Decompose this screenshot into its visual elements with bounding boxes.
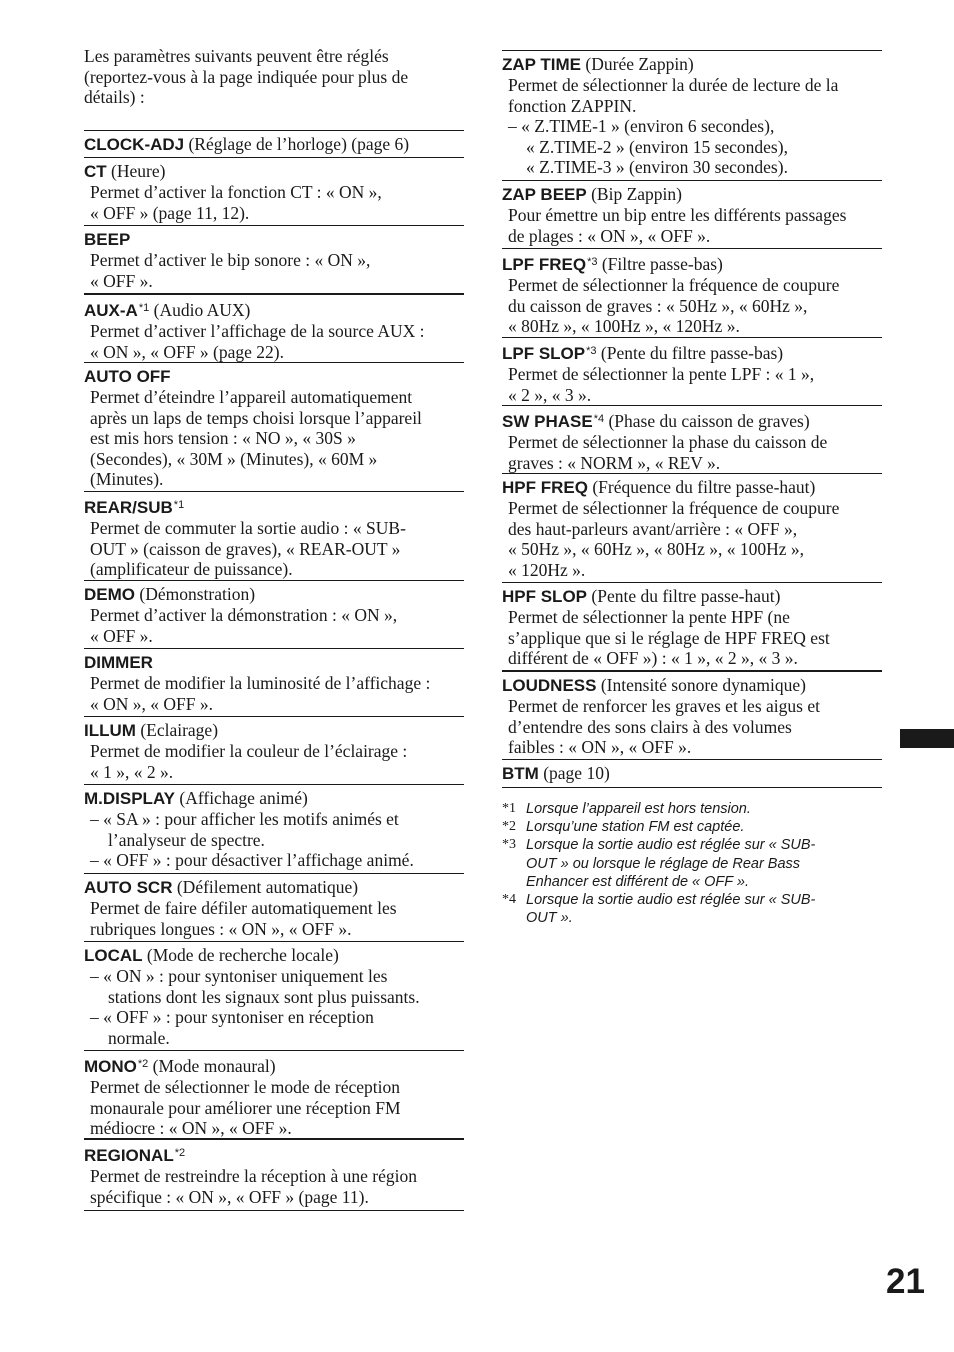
setting-description: « OFF ». xyxy=(90,625,153,646)
setting-description: (Minutes). xyxy=(90,469,164,490)
setting-description: (Secondes), « 30M » (Minutes), « 60M » xyxy=(90,448,378,469)
setting-description: de plages : « ON », « OFF ». xyxy=(508,225,711,246)
setting-description: s’applique que si le réglage de HPF FREQ est xyxy=(508,627,830,648)
footnote xyxy=(502,818,882,836)
setting-subtitle: (Réglage de l’horloge) (page 6) xyxy=(184,134,410,154)
setting-auto-scr xyxy=(84,873,464,942)
setting-keyword: ILLUM xyxy=(84,721,136,740)
setting-beep xyxy=(84,225,464,294)
setting-m-display xyxy=(84,784,464,874)
setting-description: Permet d’activer la démonstration : « ON », xyxy=(90,605,398,626)
setting-keyword: CLOCK-ADJ xyxy=(84,135,185,154)
setting-description: « 1 », « 2 ». xyxy=(90,761,174,782)
setting-loudness xyxy=(502,670,882,761)
setting-description: (amplificateur de puissance). xyxy=(90,559,293,580)
setting-description: Permet d’éteindre l’appareil automatiquement xyxy=(90,387,413,408)
setting-description: après un laps de temps choisi lorsque l’appareil xyxy=(90,407,422,428)
setting-description: est mis hors tension : « NO », « 30S » xyxy=(90,428,356,449)
setting-subtitle: (Défilement automatique) xyxy=(172,877,359,897)
setting-description: Permet de sélectionner la fréquence de coupure xyxy=(508,498,840,519)
footnotes xyxy=(502,800,882,927)
setting-keyword: M.DISPLAY xyxy=(84,789,176,808)
footnote-ref: *4 xyxy=(593,413,605,425)
setting-description: Permet de sélectionner la pente HPF (ne xyxy=(508,607,790,628)
setting-keyword: HPF SLOP xyxy=(502,587,588,606)
setting-description: OUT » (caisson de graves), « REAR-OUT » xyxy=(90,538,401,559)
setting-option: l’analyseur de spectre. xyxy=(108,829,265,850)
setting-subtitle: (Bip Zappin) xyxy=(586,184,682,204)
setting-description: « 50Hz », « 60Hz », « 80Hz », « 100Hz », xyxy=(508,539,804,560)
setting-description: « ON », « OFF ». xyxy=(90,693,214,714)
setting-subtitle: (Filtre passe-bas) xyxy=(597,254,723,274)
setting-description: Permet de modifier la couleur de l’éclairage : xyxy=(90,741,408,762)
setting-keyword: LPF SLOP xyxy=(502,344,586,363)
setting-description: monaurale pour améliorer une réception FM xyxy=(90,1097,401,1118)
footnote-text: Lorsque la sortie audio est réglée sur « SUB- xyxy=(526,837,816,854)
setting-description: d’entendre des sons clairs à des volumes xyxy=(508,716,792,737)
setting-demo xyxy=(84,580,464,649)
setting-illum xyxy=(84,716,464,785)
setting-description: Permet de modifier la luminosité de l’affichage : xyxy=(90,673,431,694)
setting-description: spécifique : « ON », « OFF » (page 11). xyxy=(90,1186,369,1207)
setting-keyword: ZAP TIME xyxy=(502,55,582,74)
setting-keyword: SW PHASE xyxy=(502,412,593,431)
setting-option: « Z.TIME-3 » (environ 30 secondes). xyxy=(526,157,788,178)
intro-line: Les paramètres suivants peuvent être réglés xyxy=(84,46,389,66)
setting-description: Permet de sélectionner la phase du caisson de xyxy=(508,432,828,453)
setting-subtitle: (Eclairage) xyxy=(135,720,219,740)
footnote-text: Enhancer est différent de « OFF ». xyxy=(526,873,749,890)
intro-line: (reportez-vous à la page indiquée pour plus de xyxy=(84,66,409,87)
setting-description: fonction ZAPPIN. xyxy=(508,95,637,116)
setting-description: « 120Hz ». xyxy=(508,559,586,580)
setting-keyword: HPF FREQ xyxy=(502,478,588,497)
setting-btm xyxy=(502,759,882,788)
setting-keyword: BEEP xyxy=(84,230,131,249)
setting-description: Permet d’activer l’affichage de la source AUX : xyxy=(90,321,425,342)
footnote-text: Lorsqu’une station FM est captée. xyxy=(526,819,745,836)
setting-option: normale. xyxy=(108,1027,170,1048)
footnote xyxy=(502,800,882,818)
setting-subtitle: (Pente du filtre passe-bas) xyxy=(596,343,784,363)
setting-option: – « Z.TIME-1 » (environ 6 secondes), xyxy=(508,116,775,137)
setting-local xyxy=(84,941,464,1051)
setting-option: – « OFF » : pour désactiver l’affichage animé. xyxy=(90,850,414,871)
setting-description: « OFF » (page 11, 12). xyxy=(90,202,250,223)
setting-subtitle: (Audio AUX) xyxy=(149,300,251,320)
setting-description: Permet de faire défiler automatiquement les xyxy=(90,898,397,919)
setting-subtitle: (Phase du caisson de graves) xyxy=(604,411,810,431)
setting-description: Permet de sélectionner la durée de lecture de la xyxy=(508,75,839,96)
setting-keyword: LOCAL xyxy=(84,946,143,965)
setting-subtitle: (Mode de recherche locale) xyxy=(142,945,339,965)
footnote-ref: *1 xyxy=(138,302,150,314)
setting-subtitle: (page 10) xyxy=(538,763,610,783)
setting-ct xyxy=(84,157,464,226)
setting-subtitle: (Intensité sonore dynamique) xyxy=(596,675,806,695)
setting-clock-adj xyxy=(84,130,464,155)
setting-keyword: AUTO SCR xyxy=(84,878,173,897)
setting-description: graves : « NORM », « REV ». xyxy=(508,452,721,473)
footnote-ref: *3 xyxy=(586,345,597,357)
setting-description: différent de « OFF ») : « 1 », « 2 », « 3 ». xyxy=(508,648,798,669)
setting-description: Permet d’activer le bip sonore : « ON », xyxy=(90,250,371,271)
setting-option: – « ON » : pour syntoniser uniquement les xyxy=(90,966,388,987)
setting-mono xyxy=(84,1050,464,1142)
setting-subtitle: (Pente du filtre passe-haut) xyxy=(587,586,781,606)
setting-description: faibles : « ON », « OFF ». xyxy=(508,737,692,758)
footnote-ref: *1 xyxy=(173,499,185,511)
setting-subtitle: (Durée Zappin) xyxy=(581,54,694,74)
setting-description: « ON », « OFF » (page 22). xyxy=(90,341,284,362)
setting-description: Permet d’activer la fonction CT : « ON », xyxy=(90,182,382,203)
setting-description: Pour émettre un bip entre les différents passages xyxy=(508,205,847,226)
footnote-mark: *2 xyxy=(502,819,516,835)
footnote-mark: *3 xyxy=(502,837,516,853)
setting-description: « 2 », « 3 ». xyxy=(508,384,592,405)
setting-subtitle: (Mode monaural) xyxy=(148,1056,276,1076)
footnote-mark: *1 xyxy=(502,801,516,816)
footnote-ref: *2 xyxy=(137,1058,149,1070)
setting-description: Permet de restreindre la réception à une région xyxy=(90,1166,418,1187)
setting-keyword: LOUDNESS xyxy=(502,676,597,695)
page-number: 21 xyxy=(886,1262,925,1301)
footnote-ref: *3 xyxy=(587,256,598,268)
setting-zap-time xyxy=(502,50,882,180)
setting-keyword: DEMO xyxy=(84,585,135,604)
setting-description: Permet de renforcer les graves et les aigus et xyxy=(508,696,820,717)
setting-zap-beep xyxy=(502,180,882,249)
setting-subtitle: (Affichage animé) xyxy=(175,788,308,808)
footnote xyxy=(502,836,882,891)
setting-description: « OFF ». xyxy=(90,270,153,291)
setting-description: Permet de commuter la sortie audio : « SUB- xyxy=(90,518,406,539)
setting-keyword: LPF FREQ xyxy=(502,255,587,274)
intro-text xyxy=(84,46,464,108)
setting-keyword: DIMMER xyxy=(84,653,153,672)
setting-description: Permet de sélectionner le mode de réception xyxy=(90,1077,401,1098)
setting-option: « Z.TIME-2 » (environ 15 secondes), xyxy=(526,136,788,157)
setting-rear-sub xyxy=(84,491,464,583)
section-tab-marker xyxy=(900,729,954,748)
setting-keyword: REAR/SUB xyxy=(84,498,173,517)
setting-keyword: AUX-A xyxy=(84,301,138,320)
footnote-text: Lorsque la sortie audio est réglée sur « SUB- xyxy=(526,892,816,909)
setting-description: médiocre : « ON », « OFF ». xyxy=(90,1118,292,1139)
setting-keyword: REGIONAL xyxy=(84,1146,174,1165)
setting-hpf-slop xyxy=(502,582,882,672)
setting-lpf-slop xyxy=(502,337,882,408)
setting-keyword: CT xyxy=(84,162,107,181)
setting-keyword: ZAP BEEP xyxy=(502,185,587,204)
setting-option: – « OFF » : pour syntoniser en réception xyxy=(90,1007,374,1028)
footnote-text: OUT ». xyxy=(526,910,573,927)
intro-line: détails) : xyxy=(84,87,145,108)
setting-description: « 80Hz », « 100Hz », « 120Hz ». xyxy=(508,316,740,337)
footnote-mark: *4 xyxy=(502,892,516,908)
setting-regional xyxy=(84,1138,464,1211)
setting-auto-off xyxy=(84,362,464,492)
setting-hpf-freq xyxy=(502,473,882,583)
setting-aux-a xyxy=(84,293,464,365)
setting-dimmer xyxy=(84,648,464,717)
setting-description: rubriques longues : « ON », « OFF ». xyxy=(90,918,352,939)
setting-lpf-freq xyxy=(502,248,882,340)
setting-keyword: BTM xyxy=(502,764,539,783)
footnote-text: Lorsque l’appareil est hors tension. xyxy=(526,801,751,817)
setting-option: stations dont les signaux sont plus puissants. xyxy=(108,986,420,1007)
setting-subtitle: (Démonstration) xyxy=(135,584,256,604)
setting-description: des haut-parleurs avant/arrière : « OFF », xyxy=(508,518,798,539)
setting-sw-phase xyxy=(502,405,882,476)
setting-option: – « SA » : pour afficher les motifs animés et xyxy=(90,809,399,830)
footnote-text: OUT » ou lorsque le réglage de Rear Bass xyxy=(526,855,801,872)
setting-keyword: AUTO OFF xyxy=(84,367,171,386)
setting-description: Permet de sélectionner la fréquence de coupure xyxy=(508,275,840,296)
setting-description: Permet de sélectionner la pente LPF : « 1 », xyxy=(508,364,815,385)
setting-subtitle: (Fréquence du filtre passe-haut) xyxy=(587,477,816,497)
setting-subtitle: (Heure) xyxy=(106,161,166,181)
footnote xyxy=(502,891,882,927)
setting-keyword: MONO xyxy=(84,1057,137,1076)
footnote-ref: *2 xyxy=(174,1147,186,1159)
setting-description: du caisson de graves : « 50Hz », « 60Hz », xyxy=(508,295,808,316)
